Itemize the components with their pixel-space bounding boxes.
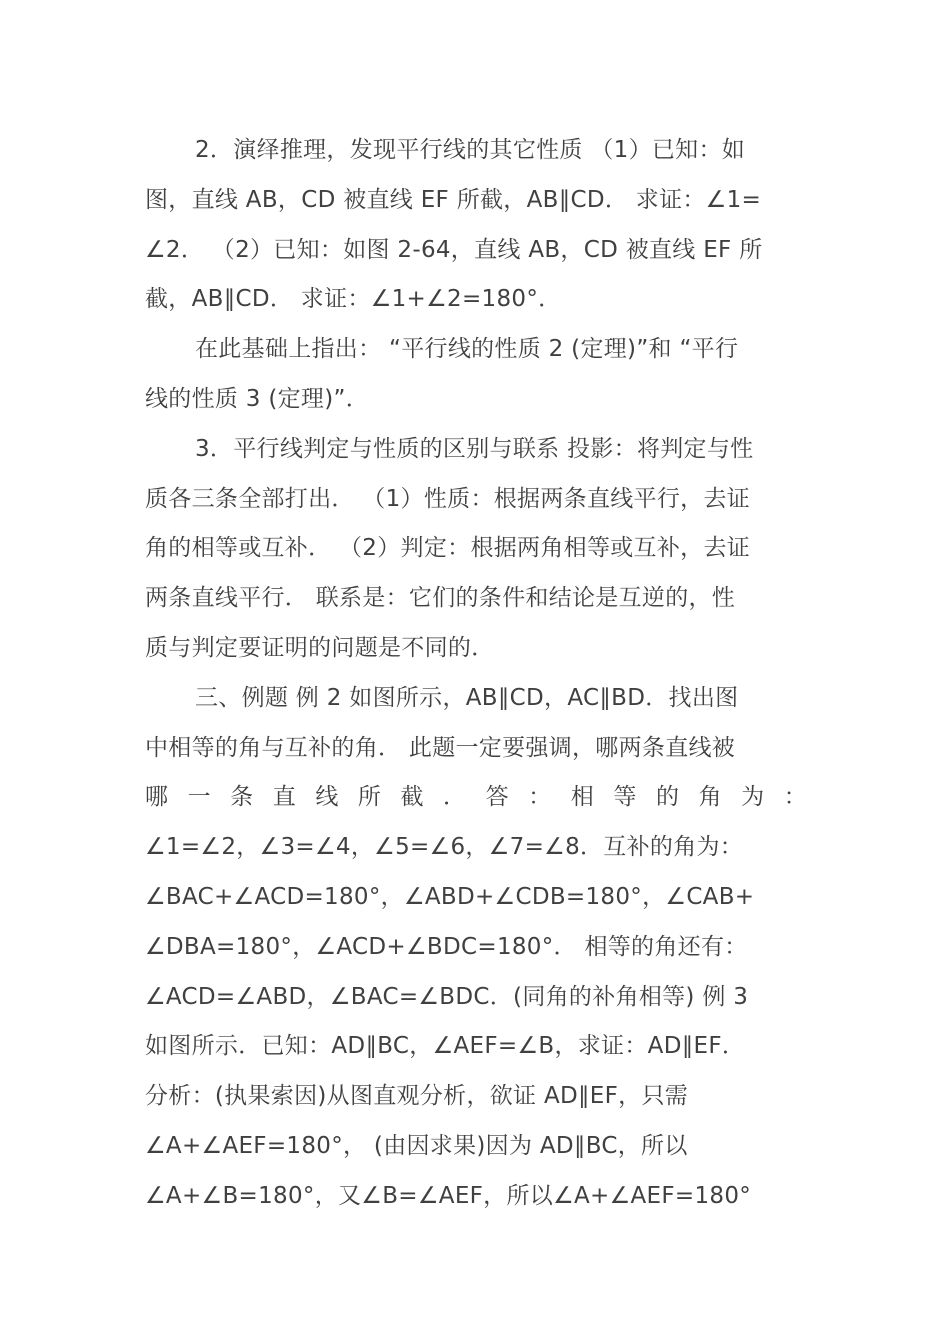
text-line: ∠A+∠AEF=180°， (由因求果)因为 AD∥BC，所以	[145, 1132, 688, 1159]
document-body	[145, 126, 807, 1222]
text-line: ∠ACD=∠ABD，∠BAC=∠BDC．(同角的补角相等) 例 3	[145, 983, 749, 1010]
text-line: 三、例题 例 2 如图所示，AB∥CD，AC∥BD．找出图	[195, 684, 739, 711]
text-line: 中相等的角与互补的角． 此题一定要强调，哪两条直线被	[145, 734, 736, 761]
text-line: ∠2． （2）已知：如图 2-64，直线 AB，CD 被直线 EF 所	[145, 236, 763, 263]
text-line: 如图所示．已知：AD∥BC，∠AEF=∠B，求证：AD∥EF．	[145, 1033, 746, 1060]
text-line: 3．平行线判定与性质的区别与联系 投影：将判定与性	[195, 435, 754, 462]
text-line: 角的相等或互补． （2）判定：根据两角相等或互补，去证	[145, 535, 751, 562]
text-line: 图，直线 AB，CD 被直线 EF 所截，AB∥CD． 求证：∠1=	[145, 186, 762, 213]
text-line: 截，AB∥CD． 求证：∠1+∠2=180°．	[145, 286, 562, 313]
text-line: ∠BAC+∠ACD=180°，∠ABD+∠CDB=180°，∠CAB+	[145, 883, 755, 910]
text-line: ∠A+∠B=180°，又∠B=∠AEF，所以∠A+∠AEF=180°	[145, 1182, 752, 1209]
text-line: 线的性质 3 (定理)”．	[145, 385, 370, 412]
text-line: 在此基础上指出： “平行线的性质 2 (定理)”和 “平行	[195, 336, 739, 363]
text-line: 分析：(执果索因)从图直观分析，欲证 AD∥EF，只需	[145, 1083, 689, 1110]
text-line: 2．演绎推理，发现平行线的其它性质 （1）已知：如	[195, 137, 746, 163]
text-line: 质与判定要证明的问题是不同的．	[145, 634, 495, 661]
text-line: 质各三条全部打出． （1）性质：根据两条直线平行，去证	[145, 485, 751, 512]
text-line: ∠DBA=180°，∠ACD+∠BDC=180°． 相等的角还有：	[145, 933, 748, 960]
text-line: 两条直线平行． 联系是：它们的条件和结论是互逆的，性	[145, 585, 736, 612]
text-line: 哪 一 条 直 线 所 截 ． 答 ： 相 等 的 角 为 ：	[145, 784, 807, 811]
text-line: ∠1=∠2，∠3=∠4，∠5=∠6，∠7=∠8．互补的角为：	[145, 834, 744, 861]
